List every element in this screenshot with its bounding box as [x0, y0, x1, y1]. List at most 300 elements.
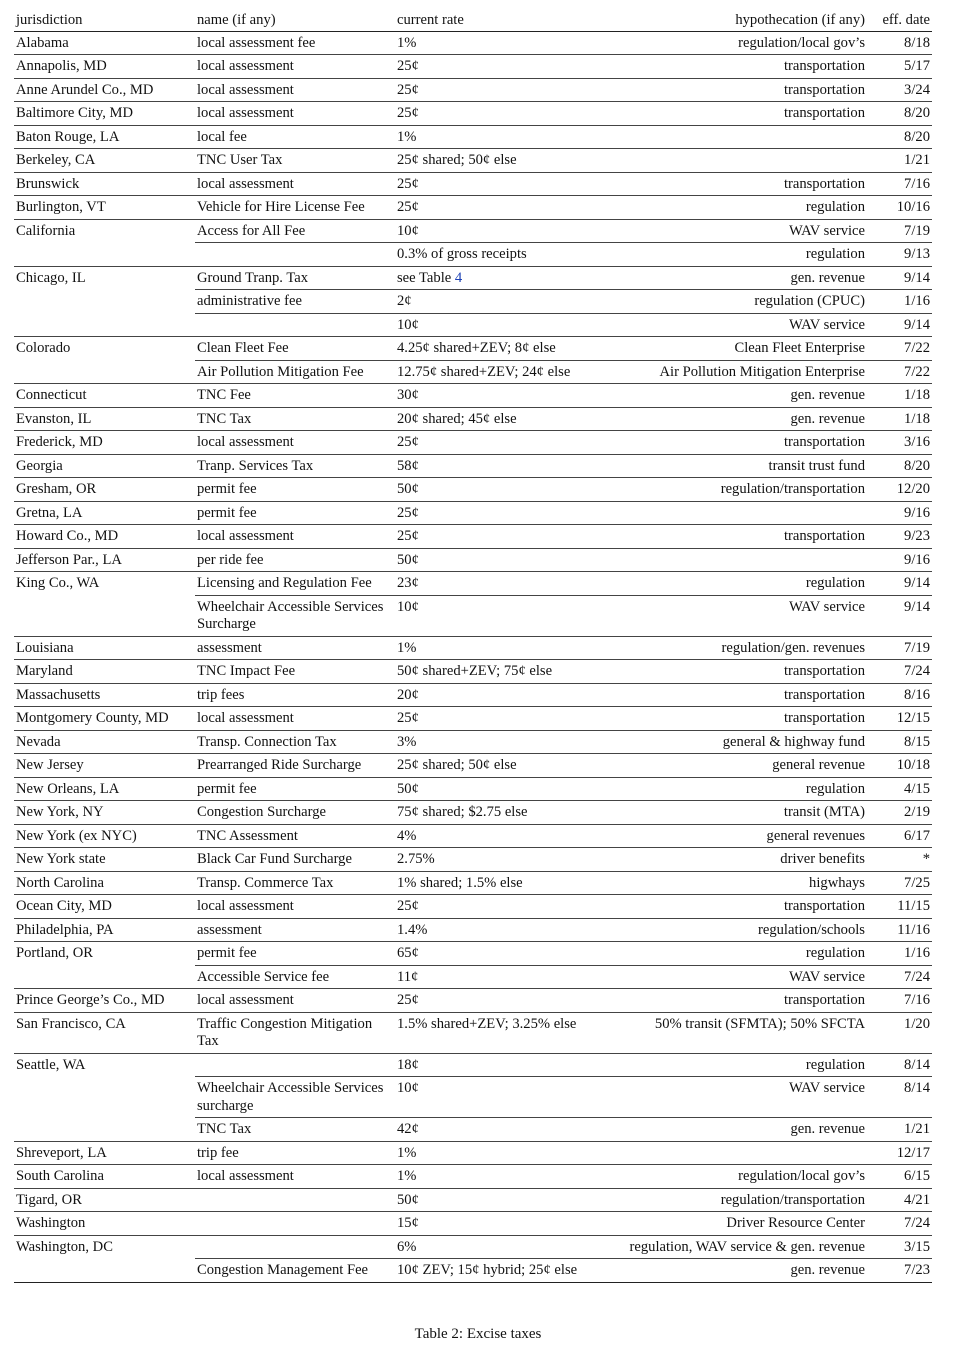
cell-rate-text: 23¢: [397, 575, 419, 591]
cell-jurisdiction-text: King Co., WA: [16, 575, 100, 591]
cell-rate: [395, 730, 613, 754]
cell-name: [195, 337, 395, 361]
cell-name: [195, 55, 395, 79]
cell-jurisdiction-text: Howard Co., MD: [16, 528, 119, 544]
cell-jurisdiction-text: Seattle, WA: [16, 1056, 86, 1073]
cell-eff-date: [867, 384, 932, 408]
cell-rate: [395, 243, 613, 267]
cell-name-text: Black Car Fund Surcharge: [197, 851, 352, 867]
cell-hypothecation-text: transportation: [783, 898, 865, 914]
cell-name: [195, 1165, 395, 1189]
cell-name-text: Vehicle for Hire License Fee: [197, 199, 365, 215]
cell-jurisdiction: [14, 1235, 195, 1259]
cell-hypothecation: [613, 942, 867, 966]
cell-name-text: Traffic Congestion Mitigation Tax: [197, 1015, 373, 1049]
cell-jurisdiction-text: North Carolina: [16, 874, 104, 891]
cell-name: [195, 219, 395, 243]
cell-rate: [395, 548, 613, 572]
cell-hypothecation-text: regulation: [805, 246, 865, 262]
cell-name-text: Prearranged Ride Surcharge: [197, 757, 362, 773]
table-row: [14, 965, 932, 989]
cell-name-text: local assessment: [197, 992, 294, 1008]
cell-name-text: local assessment: [197, 528, 294, 544]
cell-hypothecation-text: WAV service: [788, 316, 865, 333]
cell-name: [195, 1141, 395, 1165]
cell-hypothecation-text: Driver Resource Center: [726, 1215, 865, 1231]
cell-name: [195, 707, 395, 731]
cell-name: [195, 1053, 395, 1077]
cell-eff-date-text: 7/25: [904, 874, 930, 891]
cell-eff-date-text: 9/14: [904, 316, 930, 333]
cell-hypothecation-text: transportation: [783, 434, 865, 450]
cell-eff-date: [867, 431, 932, 455]
cell-name: [195, 454, 395, 478]
table-row: [14, 313, 932, 337]
cell-jurisdiction: [14, 102, 195, 126]
cell-jurisdiction: [14, 78, 195, 102]
cell-jurisdiction: [14, 337, 195, 361]
cell-eff-date-text: 11/15: [897, 898, 930, 914]
cell-rate: [395, 895, 613, 919]
cell-eff-date-text: 10/16: [896, 199, 930, 215]
cell-rate: [395, 55, 613, 79]
cell-eff-date: [867, 313, 932, 337]
cell-hypothecation: [613, 1077, 867, 1118]
cell-jurisdiction-text: Berkeley, CA: [16, 152, 96, 168]
cell-name: [195, 1188, 395, 1212]
cell-rate: [395, 777, 613, 801]
cell-hypothecation: [613, 1012, 867, 1053]
cell-rate-text: 1%: [397, 34, 417, 51]
cell-name: [195, 730, 395, 754]
cell-hypothecation-text: transportation: [783, 710, 865, 726]
cell-name: [195, 525, 395, 549]
cell-hypothecation-text: regulation/local gov’s: [738, 34, 865, 51]
cell-hypothecation: [613, 824, 867, 848]
cell-eff-date-text: 8/20: [904, 457, 930, 474]
cell-rate-text: 10¢ ZEV; 15¢ hybrid; 25¢ else: [397, 1262, 578, 1278]
cell-jurisdiction-text: Maryland: [16, 663, 73, 679]
cell-hypothecation: [613, 313, 867, 337]
cell-eff-date: [867, 454, 932, 478]
cell-hypothecation: [613, 683, 867, 707]
cell-hypothecation-text: regulation, WAV service & gen. revenue: [629, 1238, 865, 1255]
cell-hypothecation: [613, 848, 867, 872]
cell-eff-date-text: 7/16: [904, 992, 930, 1008]
cell-eff-date: [867, 1053, 932, 1077]
cell-rate-text: 42¢: [397, 1121, 419, 1137]
cell-eff-date: [867, 149, 932, 173]
table-row: [14, 407, 932, 431]
cell-jurisdiction-text: Gresham, OR: [16, 481, 97, 497]
cell-rate-text: 1%: [397, 1168, 417, 1184]
cell-hypothecation-text: Clean Fleet Enterprise: [734, 340, 865, 356]
table-row: [14, 683, 932, 707]
cell-jurisdiction: [14, 548, 195, 572]
cell-jurisdiction-text: Anne Arundel Co., MD: [16, 81, 154, 98]
cell-eff-date: [867, 636, 932, 660]
cell-name: [195, 871, 395, 895]
cell-hypothecation-text: transportation: [783, 528, 865, 544]
cell-jurisdiction-text: Washington: [16, 1215, 86, 1231]
cell-hypothecation-text: regulation: [805, 1056, 865, 1073]
table-row: [14, 1212, 932, 1236]
cell-rate: [395, 360, 613, 384]
cell-name-text: Tranp. Services Tax: [197, 457, 314, 474]
cell-name-text: permit fee: [197, 780, 257, 797]
cell-eff-date: [867, 754, 932, 778]
cell-jurisdiction: [14, 895, 195, 919]
cell-eff-date-text: 1/18: [904, 410, 930, 427]
cell-hypothecation: [613, 384, 867, 408]
cell-eff-date-text: 12/17: [896, 1144, 930, 1161]
cell-rate-text: 1.5% shared+ZEV; 3.25% else: [397, 1015, 577, 1032]
cell-jurisdiction-text: Baton Rouge, LA: [16, 128, 120, 145]
cell-eff-date-text: 9/16: [904, 551, 930, 568]
table-row: [14, 31, 932, 55]
cell-hypothecation: [613, 1053, 867, 1077]
cell-eff-date: [867, 848, 932, 872]
cell-rate: [395, 31, 613, 55]
table-row: [14, 125, 932, 149]
cell-rate-text: 30¢: [397, 387, 419, 403]
cell-rate: [395, 1012, 613, 1053]
cell-name-text: local assessment: [197, 81, 294, 98]
cell-rate-text: 0.3% of gross receipts: [397, 246, 527, 262]
cell-eff-date: [867, 501, 932, 525]
cell-name: [195, 989, 395, 1013]
cell-hypothecation: [613, 407, 867, 431]
cell-hypothecation-text: higwhays: [809, 874, 865, 891]
cell-jurisdiction-text: Colorado: [16, 340, 71, 356]
cell-hypothecation-text: regulation/transportation: [720, 1191, 865, 1208]
cell-hypothecation: [613, 1235, 867, 1259]
cell-jurisdiction: [14, 501, 195, 525]
cell-rate: [395, 1188, 613, 1212]
cell-name: [195, 243, 395, 267]
cell-jurisdiction-text: New York state: [16, 851, 106, 867]
cell-jurisdiction: [14, 266, 195, 290]
cell-rate: [395, 337, 613, 361]
cell-eff-date: [867, 78, 932, 102]
cell-eff-date-text: 2/19: [904, 804, 930, 820]
cell-jurisdiction: [14, 707, 195, 731]
cell-rate: [395, 290, 613, 314]
cell-jurisdiction: [14, 149, 195, 173]
table-row: [14, 360, 932, 384]
cell-rate: [395, 683, 613, 707]
cell-eff-date: [867, 1212, 932, 1236]
cell-eff-date: [867, 55, 932, 79]
cell-rate-text: 10¢: [397, 1080, 419, 1096]
cell-eff-date-text: 4/21: [904, 1191, 930, 1208]
cell-hypothecation: [613, 431, 867, 455]
cell-jurisdiction-text: Montgomery County, MD: [16, 710, 169, 726]
cell-jurisdiction: [14, 1053, 195, 1077]
cell-name-text: local assessment: [197, 175, 294, 192]
cell-name: [195, 660, 395, 684]
cell-rate: [395, 1259, 613, 1283]
cell-jurisdiction-text: San Francisco, CA: [16, 1015, 126, 1032]
cell-jurisdiction-text: Shreveport, LA: [16, 1144, 107, 1161]
cell-hypothecation: [613, 707, 867, 731]
cell-rate: [395, 313, 613, 337]
cell-jurisdiction: [14, 313, 195, 337]
cell-rate-text: 50¢: [397, 1191, 419, 1208]
cell-eff-date: [867, 572, 932, 596]
cell-jurisdiction-text: Connecticut: [16, 387, 87, 403]
cell-jurisdiction: [14, 196, 195, 220]
cell-hypothecation-text: WAV service: [788, 222, 865, 239]
cell-rate: [395, 595, 613, 636]
cell-jurisdiction-text: Portland, OR: [16, 945, 94, 961]
cell-rate: [395, 125, 613, 149]
cell-hypothecation: [613, 918, 867, 942]
cell-eff-date: [867, 801, 932, 825]
table-row: [14, 266, 932, 290]
cell-hypothecation-text: transportation: [783, 58, 865, 74]
table-row: [14, 1235, 932, 1259]
cell-name: [195, 1235, 395, 1259]
cell-hypothecation-text: transportation: [783, 175, 865, 192]
cell-eff-date: [867, 1165, 932, 1189]
cell-hypothecation-text: regulation: [805, 199, 865, 215]
cell-hypothecation: [613, 1118, 867, 1142]
excise-tax-table: [14, 10, 932, 1283]
table-row: [14, 1053, 932, 1077]
cell-hypothecation-text: regulation/gen. revenues: [721, 639, 865, 656]
cell-eff-date: [867, 525, 932, 549]
cell-name: [195, 1118, 395, 1142]
cell-eff-date: [867, 31, 932, 55]
cell-jurisdiction: [14, 918, 195, 942]
cell-name-text: local assessment: [197, 1168, 294, 1184]
cell-rate: [395, 78, 613, 102]
cell-eff-date-text: 7/19: [904, 222, 930, 239]
cell-jurisdiction: [14, 1141, 195, 1165]
cell-name: [195, 196, 395, 220]
table-reference-link[interactable]: 4: [454, 269, 463, 286]
cell-jurisdiction: [14, 1165, 195, 1189]
cell-hypothecation: [613, 730, 867, 754]
cell-eff-date: [867, 337, 932, 361]
cell-hypothecation: [613, 1165, 867, 1189]
cell-hypothecation-text: gen. revenue: [790, 387, 865, 403]
cell-jurisdiction: [14, 1118, 195, 1142]
cell-name: [195, 501, 395, 525]
cell-name: [195, 360, 395, 384]
cell-hypothecation: [613, 801, 867, 825]
cell-name-text: Access for All Fee: [197, 222, 306, 239]
cell-jurisdiction-text: Georgia: [16, 457, 63, 474]
cell-jurisdiction-text: Brunswick: [16, 175, 80, 192]
table-body: [14, 31, 932, 1282]
cell-rate: [395, 1077, 613, 1118]
header-rate: current rate: [395, 10, 613, 31]
cell-hypothecation: [613, 1259, 867, 1283]
cell-eff-date-text: 7/23: [904, 1262, 930, 1278]
cell-name: [195, 431, 395, 455]
table-row: [14, 848, 932, 872]
cell-jurisdiction-text: Burlington, VT: [16, 199, 106, 215]
cell-name-text: Transp. Commerce Tax: [197, 874, 334, 891]
table-row: [14, 918, 932, 942]
cell-name: [195, 478, 395, 502]
cell-hypothecation: [613, 478, 867, 502]
cell-rate: [395, 219, 613, 243]
cell-jurisdiction: [14, 777, 195, 801]
cell-eff-date: [867, 172, 932, 196]
cell-eff-date: [867, 895, 932, 919]
cell-jurisdiction: [14, 595, 195, 636]
cell-eff-date: [867, 1259, 932, 1283]
cell-rate: [395, 824, 613, 848]
cell-hypothecation: [613, 266, 867, 290]
cell-hypothecation-text: WAV service: [788, 598, 865, 615]
table-row: [14, 1118, 932, 1142]
cell-jurisdiction-text: Louisiana: [16, 639, 74, 656]
cell-name-text: local fee: [197, 128, 247, 145]
table-row: [14, 149, 932, 173]
cell-rate: [395, 172, 613, 196]
cell-rate-text: 1%: [397, 128, 417, 145]
cell-hypothecation: [613, 55, 867, 79]
cell-hypothecation-text: transit (MTA): [783, 804, 865, 820]
cell-eff-date: [867, 660, 932, 684]
cell-rate-text: 25¢: [397, 504, 419, 521]
cell-name-text: Clean Fleet Fee: [197, 340, 289, 356]
cell-hypothecation: [613, 636, 867, 660]
cell-name-text: local assessment: [197, 898, 294, 914]
cell-jurisdiction: [14, 1188, 195, 1212]
cell-rate-text: 6%: [397, 1238, 417, 1255]
cell-eff-date-text: 1/21: [904, 152, 930, 168]
cell-eff-date-text: 8/20: [904, 105, 930, 121]
cell-rate: [395, 1141, 613, 1165]
cell-rate-text: 25¢: [397, 710, 419, 726]
cell-rate: [395, 848, 613, 872]
cell-name-text: assessment: [197, 921, 262, 938]
cell-hypothecation: [613, 290, 867, 314]
cell-rate-text: 50¢: [397, 780, 419, 797]
cell-hypothecation-text: transportation: [783, 992, 865, 1008]
cell-name: [195, 384, 395, 408]
cell-rate-text: 11¢: [397, 968, 419, 985]
cell-eff-date-text: 1/20: [904, 1015, 930, 1032]
cell-hypothecation-text: regulation (CPUC): [754, 293, 865, 309]
cell-name-text: Licensing and Regulation Fee: [197, 575, 372, 591]
cell-name-text: trip fee: [197, 1144, 239, 1161]
cell-eff-date-text: 8/15: [904, 733, 930, 750]
cell-jurisdiction: [14, 360, 195, 384]
cell-jurisdiction: [14, 219, 195, 243]
cell-rate-text: 65¢: [397, 945, 419, 961]
cell-eff-date-text: 12/15: [896, 710, 930, 726]
cell-name: [195, 942, 395, 966]
cell-name-text: local assessment: [197, 710, 294, 726]
cell-name: [195, 848, 395, 872]
cell-jurisdiction: [14, 384, 195, 408]
cell-name: [195, 125, 395, 149]
cell-rate-text: 10¢: [397, 222, 419, 239]
table-row: [14, 196, 932, 220]
cell-name-text: TNC Impact Fee: [197, 663, 296, 679]
cell-hypothecation: [613, 989, 867, 1013]
table-row: [14, 454, 932, 478]
table-row: [14, 636, 932, 660]
table-row: [14, 243, 932, 267]
cell-jurisdiction-text: Jefferson Par., LA: [16, 551, 122, 568]
cell-name: [195, 548, 395, 572]
cell-name: [195, 636, 395, 660]
cell-hypothecation-text: gen. revenue: [790, 1121, 865, 1137]
cell-eff-date-text: 9/14: [904, 598, 930, 615]
cell-rate-text: 25¢: [397, 434, 419, 450]
cell-jurisdiction: [14, 660, 195, 684]
cell-name-text: Accessible Service fee: [197, 968, 330, 985]
cell-hypothecation-text: general & highway fund: [722, 733, 865, 750]
cell-hypothecation: [613, 501, 867, 525]
table-row: [14, 55, 932, 79]
cell-rate-text: 25¢: [397, 199, 419, 215]
cell-name-text: Wheelchair Accessible Services Surcharge: [197, 598, 384, 632]
cell-eff-date-text: 9/23: [904, 528, 930, 544]
cell-jurisdiction: [14, 1212, 195, 1236]
header-jurisdiction: jurisdiction: [14, 10, 195, 31]
cell-rate-text: 25¢: [397, 175, 419, 192]
cell-rate-text: 25¢: [397, 528, 419, 544]
cell-hypothecation: [613, 1212, 867, 1236]
cell-hypothecation-text: WAV service: [788, 1080, 865, 1096]
cell-name: [195, 1212, 395, 1236]
cell-name-text: TNC Assessment: [197, 827, 298, 844]
cell-eff-date-text: 3/15: [904, 1238, 930, 1255]
cell-jurisdiction: [14, 801, 195, 825]
header-hypothecation: hypothecation (if any): [613, 10, 867, 31]
cell-eff-date-text: 7/24: [904, 1215, 930, 1231]
cell-hypothecation: [613, 525, 867, 549]
cell-name: [195, 31, 395, 55]
cell-jurisdiction: [14, 848, 195, 872]
cell-eff-date-text: 7/24: [904, 663, 930, 679]
cell-rate-text: 10¢: [397, 598, 419, 615]
cell-rate: [395, 1165, 613, 1189]
table-row: [14, 78, 932, 102]
cell-eff-date-text: *: [922, 851, 930, 867]
cell-hypothecation: [613, 660, 867, 684]
cell-jurisdiction: [14, 525, 195, 549]
cell-hypothecation: [613, 219, 867, 243]
cell-name: [195, 572, 395, 596]
table-row: [14, 1141, 932, 1165]
cell-jurisdiction-text: Tigard, OR: [16, 1191, 82, 1208]
cell-eff-date: [867, 1188, 932, 1212]
cell-jurisdiction-text: Annapolis, MD: [16, 58, 107, 74]
cell-hypothecation-text: regulation: [805, 575, 865, 591]
cell-name: [195, 290, 395, 314]
cell-eff-date: [867, 595, 932, 636]
cell-jurisdiction-text: Ocean City, MD: [16, 898, 112, 914]
cell-jurisdiction: [14, 754, 195, 778]
cell-eff-date: [867, 777, 932, 801]
cell-name-text: local assessment fee: [197, 34, 316, 51]
cell-jurisdiction: [14, 31, 195, 55]
cell-eff-date-text: 7/22: [904, 363, 930, 380]
table-row: [14, 801, 932, 825]
cell-hypothecation: [613, 360, 867, 384]
cell-name-text: Air Pollution Mitigation Fee: [197, 363, 364, 380]
cell-rate: [395, 196, 613, 220]
